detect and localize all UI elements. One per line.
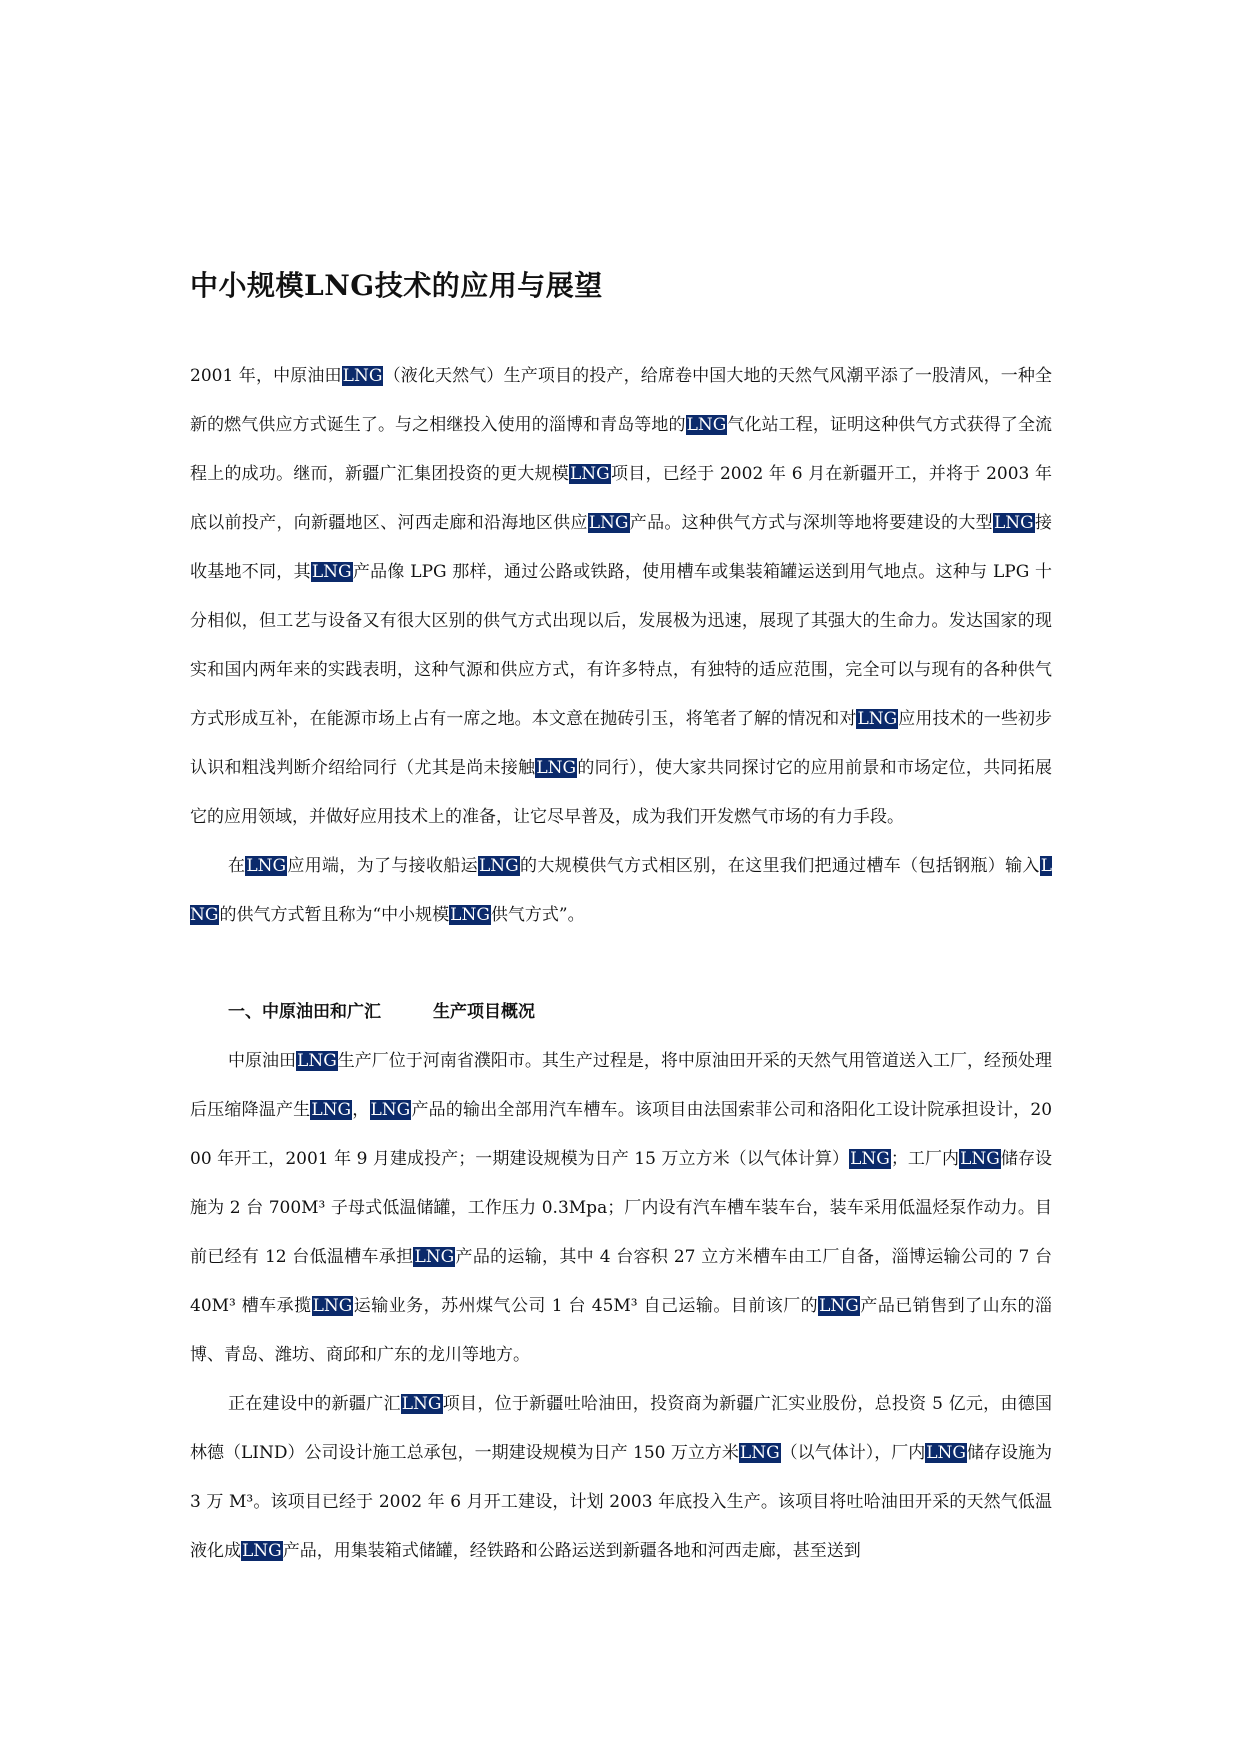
text-run: 在 xyxy=(228,856,246,876)
text-run: 供气方式”。 xyxy=(490,905,585,925)
text-run: 的大规模供气方式相区别，在这里我们把通过槽车（包括钢瓶）输入 xyxy=(519,856,1040,876)
text-run: 产品的输出全部用汽车槽车。该项目由法国索菲公司和洛阳化工设计院承担设计，2000 年开工，2001 年 9 月建成投产；一期建设规模为日产 15 万立方米（以气体计算） xyxy=(190,1100,1053,1169)
highlighted-term: LNG xyxy=(312,1296,353,1316)
highlighted-term: LNG xyxy=(311,562,352,582)
highlighted-term: LNG xyxy=(311,1100,352,1120)
text-run: 储存设施为 2 台 700M³ 子母式低温储罐，工作压力 0.3Mpa；厂内设有汽车槽车装车台，装车采用低温烃泵作动力。目前已经有 12 台低温槽车承担 xyxy=(190,1149,1053,1267)
highlighted-term: LNG xyxy=(297,1051,337,1071)
text-run: 的供气方式暂且称为“中小规模 xyxy=(219,905,450,925)
text-run: 项目，位于新疆吐哈油田，投资商为新疆广汇实业股份，总投资 5 亿元，由德国林德（LIND）公司设计施工总承包，一期建设规模为日产 150 万立方米 xyxy=(190,1394,1053,1463)
section-1-body xyxy=(190,1037,1052,1576)
text-run: 项目，已经于 2002 年 6 月在新疆开工，并将于 2003 年底以前投产，向新疆地区、河西走廊和沿海地区供应 xyxy=(190,464,1053,533)
text-run: 2001 年，中原油田 xyxy=(190,366,342,386)
text-run: ， xyxy=(352,1100,370,1120)
highlighted-term: LNG xyxy=(686,415,727,435)
text-run: 气化站工程，证明这种供气方式获得了全流程上的成功。继而，新疆广汇集团投资的更大规模 xyxy=(190,415,1053,484)
text-run: 生产厂位于河南省濮阳市。其生产过程是，将中原油田开采的天然气用管道送入工厂，经预处理后压缩降温产生 xyxy=(190,1051,1053,1120)
highlighted-term: LNG xyxy=(993,513,1034,533)
highlighted-term: LNG xyxy=(857,709,898,729)
text-run: 产品已销售到了山东的淄博、青岛、潍坊、商邱和广东的龙川等地方。 xyxy=(190,1296,1052,1365)
highlighted-term: LNG xyxy=(926,1443,966,1463)
section-heading-part2: 生产项目概况 xyxy=(433,1002,535,1022)
highlighted-term: LNG xyxy=(246,856,287,876)
paragraph xyxy=(190,842,1052,940)
highlighted-term: LNG xyxy=(819,1296,859,1316)
text-run: 的同行），使大家共同探讨它的应用前景和市场定位，共同拓展它的应用领域，并做好应用技术上的准备，让它尽早普及，成为我们开发燃气市场的有力手段。 xyxy=(190,758,1052,827)
text-run: 正在建设中的新疆广汇 xyxy=(228,1394,401,1414)
highlighted-term: LNG xyxy=(536,758,577,778)
highlighted-term: LNG xyxy=(588,513,629,533)
highlighted-term: LNG xyxy=(450,905,490,925)
paragraph xyxy=(190,352,1052,842)
text-run: （以气体计），厂内 xyxy=(780,1443,926,1463)
highlighted-term: LNG xyxy=(850,1149,890,1169)
document-title: 中小规模LNG技术的应用与展望 xyxy=(190,269,603,302)
highlighted-term: LNG xyxy=(414,1247,455,1267)
highlighted-term: LNG xyxy=(190,856,1053,925)
text-run: （液化天然气）生产项目的投产，给席卷中国大地的天然气风潮平添了一股清风，一种全新的燃气供应方式诞生了。与之相继投入使用的淄博和青岛等地的 xyxy=(190,366,1052,435)
highlighted-term: LNG xyxy=(342,366,383,386)
text-run: 应用端，为了与接收船运 xyxy=(287,856,478,876)
highlighted-term: LNG xyxy=(401,1394,442,1414)
highlighted-term: LNG xyxy=(739,1443,780,1463)
text-run: 产品像 LPG 那样，通过公路或铁路，使用槽车或集装箱罐运送到用气地点。这种与 LPG 十分相似，但工艺与设备又有很大区别的供气方式出现以后，发展极为迅速，展现了其强大的生命力。发达国家的现实和国内两年来的实践表明，这种气源和供应方式，有许多特点，有独特的适应范围，完全可以与现有的各种供气方式形成互补，在能源市场上占有一席之地。本文意在抛砖引玉，将笔者了解的情况和对 xyxy=(190,562,1052,729)
section-heading-part1: 一、中原油田和广汇 xyxy=(228,1002,381,1022)
document-body xyxy=(190,268,1052,1576)
text-run: 产品。这种供气方式与深圳等地将要建设的大型 xyxy=(629,513,993,533)
text-run: 储存设施为 3 万 M³。该项目已经于 2002 年 6 月开工建设，计划 2003 年底投入生产。该项目将吐哈油田开采的天然气低温液化成 xyxy=(190,1443,1053,1561)
highlighted-term: LNG xyxy=(242,1541,282,1561)
intro-section xyxy=(190,352,1052,940)
text-run: 应用技术的一些初步认识和粗浅判断介绍给同行（尤其是尚未接触 xyxy=(190,709,1052,778)
highlighted-term: LNG xyxy=(370,1100,411,1120)
paragraph xyxy=(190,1380,1052,1576)
text-run: 产品的运输，其中 4 台容积 27 立方米槽车由工厂自备，淄博运输公司的 7 台 40M³ 槽车承揽 xyxy=(190,1247,1052,1316)
text-run: 产品，用集装箱式储罐，经铁路和公路运送到新疆各地和河西走廊，甚至送到 xyxy=(282,1541,861,1561)
text-run: 接收基地不同，其 xyxy=(190,513,1053,582)
paragraph xyxy=(190,1037,1052,1380)
text-run: 中原油田 xyxy=(228,1051,297,1071)
highlighted-term: LNG xyxy=(478,856,519,876)
section-heading-1 xyxy=(190,988,1052,1037)
text-run: 运输业务，苏州煤气公司 1 台 45M³ 自己运输。目前该厂的 xyxy=(353,1296,819,1316)
highlighted-term: LNG xyxy=(570,464,610,484)
highlighted-term: LNG xyxy=(960,1149,1000,1169)
text-run: ；工厂内 xyxy=(890,1149,960,1169)
